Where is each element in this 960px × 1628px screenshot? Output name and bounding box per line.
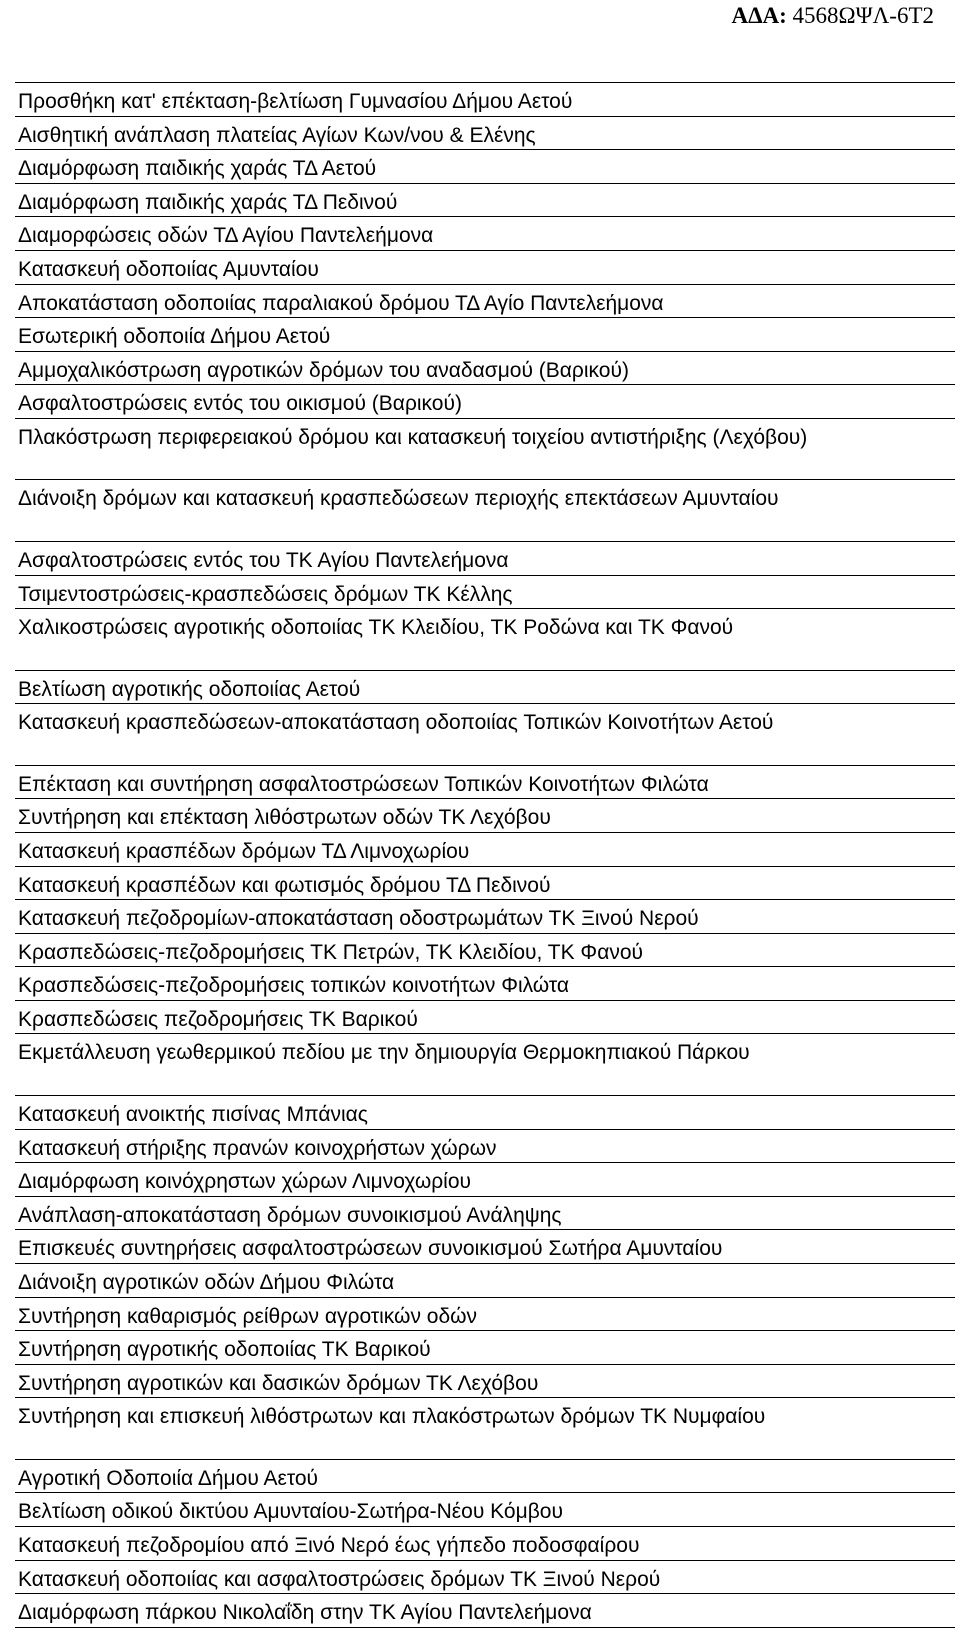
table-row: Διαμόρφωση παιδικής χαράς ΤΔ Αετού — [15, 150, 955, 184]
table-row: Κατασκευή στήριξης πρανών κοινοχρήστων χώρων — [15, 1130, 955, 1164]
table-row: Διαμορφώσεις οδών ΤΔ Αγίου Παντελεήμονα — [15, 217, 955, 251]
table-row: Συντήρηση καθαρισμός ρείθρων αγροτικών οδών — [15, 1298, 955, 1332]
table-row: Διάνοιξη αγροτικών οδών Δήμου Φιλώτα — [15, 1264, 955, 1298]
table-row: Συντήρηση αγροτικής οδοποιίας ΤΚ Βαρικού — [15, 1331, 955, 1365]
ada-label: ΑΔΑ: — [731, 3, 787, 28]
table-row: Εσωτερική οδοποιία Δήμου Αετού — [15, 318, 955, 352]
table-row: Κατασκευή κρασπέδων δρόμων ΤΔ Λιμνοχωρίου — [15, 833, 955, 867]
table-row: Συντήρηση και επισκευή λιθόστρωτων και πλακόστρωτων δρόμων ΤΚ Νυμφαίου — [15, 1398, 955, 1460]
table-row: Κρασπεδώσεις πεζοδρομήσεις ΤΚ Βαρικού — [15, 1001, 955, 1035]
ada-code: 4568ΩΨΛ-6Τ2 — [792, 3, 934, 28]
table-row: Κατασκευή οδοποιίας Αμυνταίου — [15, 251, 955, 285]
table-row: Συντήρηση και επέκταση λιθόστρωτων οδών ΤΚ Λεχόβου — [15, 799, 955, 833]
table-row: Κατασκευή κρασπεδώσεων-αποκατάσταση οδοποιίας Τοπικών Κοινοτήτων Αετού — [15, 704, 955, 766]
table-row: Πλακόστρωση περιφερειακού δρόμου και κατασκευή τοιχείου αντιστήριξης (Λεχόβου) — [15, 419, 955, 481]
table-row: Διαμόρφωση παιδικής χαράς ΤΔ Πεδινού — [15, 184, 955, 218]
table-row: Επέκταση και συντήρηση ασφαλτοστρώσεων Τοπικών Κοινοτήτων Φιλώτα — [15, 766, 955, 800]
table-row: Επισκευές συντηρήσεις ασφαλτοστρώσεων συνοικισμού Σωτήρα Αμυνταίου — [15, 1230, 955, 1264]
table-row: Κατασκευή κρασπέδων και φωτισμός δρόμου ΤΔ Πεδινού — [15, 867, 955, 901]
table-row: Κρασπεδώσεις-πεζοδρομήσεις τοπικών κοινοτήτων Φιλώτα — [15, 967, 955, 1001]
table-row: Διάνοιξη δρόμων και κατασκευή κρασπεδώσεων περιοχής επεκτάσεων Αμυνταίου — [15, 480, 955, 542]
document-id — [731, 3, 934, 29]
table-row: Βελτίωση αγροτικής οδοποιίας Αετού — [15, 671, 955, 705]
table-row: Βελτίωση οδικού δικτύου Αμυνταίου-Σωτήρα-Νέου Κόμβου — [15, 1493, 955, 1527]
table-row: Ασφαλτοστρώσεις εντός του ΤΚ Αγίου Παντελεήμονα — [15, 542, 955, 576]
table-row: Κρασπεδώσεις-πεζοδρομήσεις ΤΚ Πετρών, ΤΚ Κλειδίου, ΤΚ Φανού — [15, 934, 955, 968]
table-row: Ασφαλτοστρώσεις εντός του οικισμού (Βαρικού) — [15, 385, 955, 419]
projects-table — [15, 82, 955, 1628]
table-row: Αισθητική ανάπλαση πλατείας Αγίων Κων/νου & Ελένης — [15, 117, 955, 151]
table-row: Συντήρηση αγροτικών και δασικών δρόμων ΤΚ Λεχόβου — [15, 1365, 955, 1399]
table-row: Αμμοχαλικόστρωση αγροτικών δρόμων του αναδασμού (Βαρικού) — [15, 352, 955, 386]
table-row: Ανάπλαση-αποκατάσταση δρόμων συνοικισμού Ανάληψης — [15, 1197, 955, 1231]
table-row: Κατασκευή ανοικτής πισίνας Μπάνιας — [15, 1096, 955, 1130]
table-row: Κατασκευή οδοποιίας και ασφαλτοστρώσεις δρόμων ΤΚ Ξινού Νερού — [15, 1561, 955, 1595]
table-row: Εκμετάλλευση γεωθερμικού πεδίου με την δημιουργία Θερμοκηπιακού Πάρκου — [15, 1034, 955, 1096]
table-row: Διαμόρφωση πάρκου Νικολαΐδη στην ΤΚ Αγίου Παντελεήμονα — [15, 1594, 955, 1628]
table-row: Αποκατάσταση οδοποιίας παραλιακού δρόμου ΤΔ Αγίο Παντελεήμονα — [15, 285, 955, 319]
table-row: Προσθήκη κατ' επέκταση-βελτίωση Γυμνασίου Δήμου Αετού — [15, 83, 955, 117]
table-row: Τσιμεντοστρώσεις-κρασπεδώσεις δρόμων ΤΚ Κέλλης — [15, 576, 955, 610]
table-row: Διαμόρφωση κοινόχρηστων χώρων Λιμνοχωρίου — [15, 1163, 955, 1197]
table-row: Χαλικοστρώσεις αγροτικής οδοποιίας ΤΚ Κλειδίου, ΤΚ Ροδώνα και ΤΚ Φανού — [15, 609, 955, 671]
table-row: Κατασκευή πεζοδρομίων-αποκατάσταση οδοστρωμάτων ΤΚ Ξινού Νερού — [15, 900, 955, 934]
table-row: Κατασκευή πεζοδρομίου από Ξινό Νερό έως γήπεδο ποδοσφαίρου — [15, 1527, 955, 1561]
table-row: Αγροτική Οδοποιία Δήμου Αετού — [15, 1460, 955, 1494]
